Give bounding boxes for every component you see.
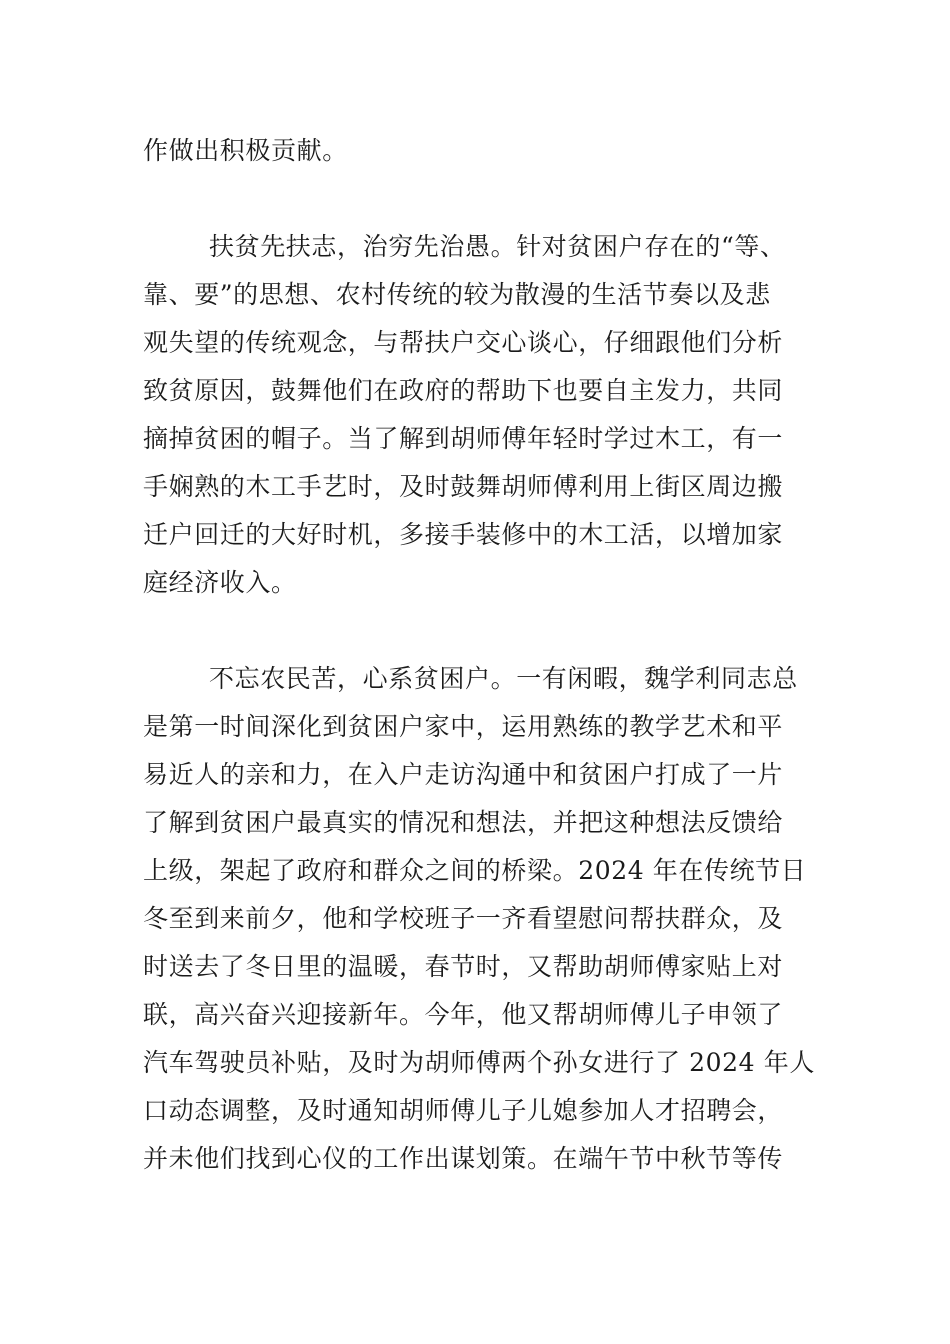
- paragraph-2-line-3: 观失望的传统观念，与帮扶户交心谈心，仔细跟他们分析: [143, 328, 784, 357]
- paragraph-2-line-5: 摘掉贫困的帽子。当了解到胡师傅年轻时学过木工，有一: [143, 424, 784, 453]
- paragraph-3-line-10: 口动态调整，及时通知胡师傅儿子儿媳参加人才招聘会，: [143, 1096, 784, 1125]
- paragraph-2-line-8: 庭经济收入。: [143, 568, 297, 597]
- paragraph-3-line-5: 上级，架起了政府和群众之间的桥梁。2024 年在传统节日: [143, 856, 807, 885]
- paragraph-3-line-4: 了解到贫困户最真实的情况和想法，并把这种想法反馈给: [143, 808, 784, 837]
- paragraph-2-line-7: 迁户回迁的大好时机，多接手装修中的木工活，以增加家: [143, 520, 784, 549]
- paragraph-2-line-1: 扶贫先扶志，治穷先治愚。针对贫困户存在的“等、: [209, 232, 786, 261]
- paragraph-2-line-4: 致贫原因，鼓舞他们在政府的帮助下也要自主发力，共同: [143, 376, 784, 405]
- paragraph-3-line-3: 易近人的亲和力，在入户走访沟通中和贫困户打成了一片: [143, 760, 784, 789]
- paragraph-3-line-9: 汽车驾驶员补贴，及时为胡师傅两个孙女进行了 2024 年人: [143, 1048, 815, 1077]
- paragraph-2-line-2: 靠、要”的思想、农村传统的较为散漫的生活节奏以及悲: [143, 280, 771, 309]
- paragraph-3-line-1: 不忘农民苦，心系贫困户。一有闲暇，魏学利同志总: [209, 664, 798, 693]
- paragraph-3-line-2: 是第一时间深化到贫困户家中，运用熟练的教学艺术和平: [143, 712, 784, 741]
- paragraph-1-line-1: 作做出积极贡献。: [143, 136, 348, 165]
- paragraph-3-line-11: 并未他们找到心仪的工作出谋划策。在端午节中秋节等传: [143, 1144, 784, 1173]
- paragraph-3-line-8: 联，高兴奋兴迎接新年。今年，他又帮胡师傅儿子申领了: [143, 1000, 784, 1029]
- paragraph-2-line-6: 手娴熟的木工手艺时，及时鼓舞胡师傅利用上街区周边搬: [143, 472, 784, 501]
- paragraph-3-line-6: 冬至到来前夕，他和学校班子一齐看望慰问帮扶群众，及: [143, 904, 784, 933]
- paragraph-3-line-7: 时送去了冬日里的温暖，春节时，又帮助胡师傅家贴上对: [143, 952, 784, 981]
